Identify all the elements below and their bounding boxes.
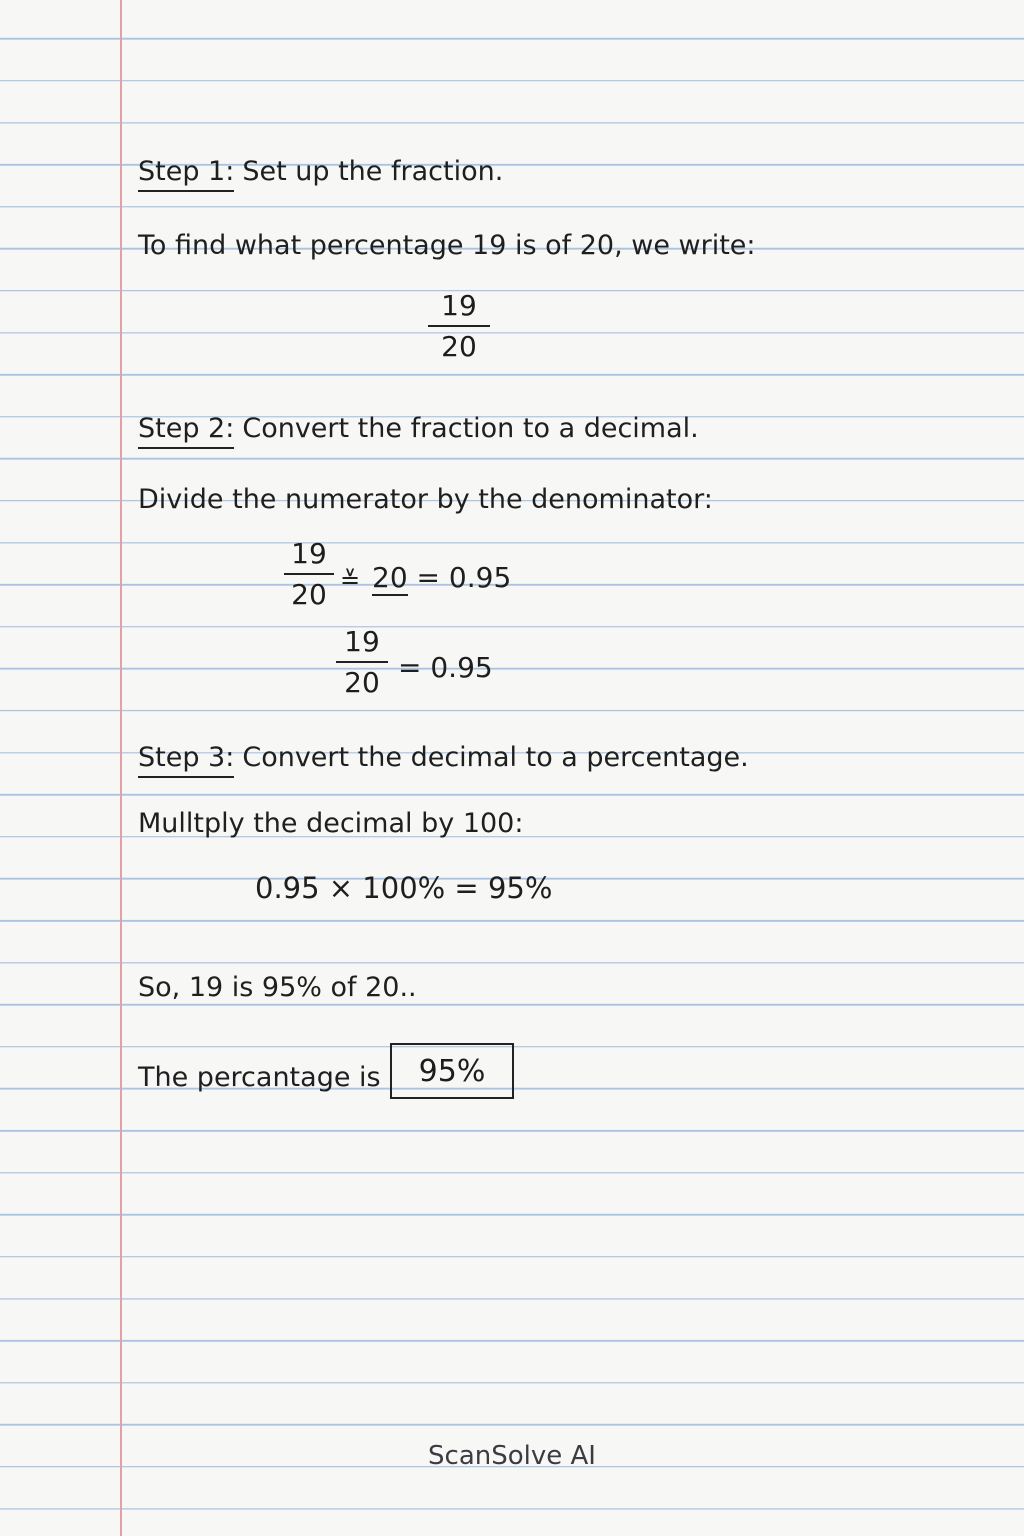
step1-label: Step 1: xyxy=(138,156,234,192)
fraction-numerator: 19 xyxy=(344,625,380,658)
red-margin-line xyxy=(120,0,122,1536)
answer-prefix: The percantage is xyxy=(138,1062,381,1093)
fraction-denominator: 20 xyxy=(291,578,327,611)
step3-label: Step 3: xyxy=(138,742,234,778)
step2-text: Divide the numerator by the denominator: xyxy=(138,484,713,515)
step2-eq1-result: = 0.95 xyxy=(416,561,512,594)
answer-value: 95% xyxy=(418,1053,486,1089)
step2-eq1-operand: 20 xyxy=(372,561,408,594)
step1-heading xyxy=(138,156,503,192)
step2-label: Step 2: xyxy=(138,413,234,449)
step2-eq1-rhs xyxy=(372,562,511,594)
fraction-numerator: 19 xyxy=(291,537,327,570)
fraction-bar xyxy=(336,661,388,663)
step3-heading xyxy=(138,742,749,778)
step1-title: Set up the fraction. xyxy=(242,156,504,187)
fraction-bar xyxy=(428,325,490,327)
scansolve-watermark: ScanSolve AI xyxy=(428,1441,596,1471)
fraction-denominator: 20 xyxy=(441,330,477,363)
fraction-bar xyxy=(284,573,334,575)
conclusion-text: So, 19 is 95% of 20.. xyxy=(138,972,417,1003)
step2-eq2-result: = 0.95 xyxy=(398,651,493,684)
answer-box xyxy=(390,1043,514,1099)
fraction-denominator: 20 xyxy=(344,666,380,699)
step1-fraction xyxy=(428,290,490,363)
step2-title: Convert the fraction to a decimal. xyxy=(242,413,699,444)
step2-eq1-operator: ≚ xyxy=(340,566,361,594)
step2-heading xyxy=(138,413,699,449)
step3-text: Mulltply the decimal by 100: xyxy=(138,808,524,839)
step3-title: Convert the decimal to a percentage. xyxy=(242,742,749,773)
step2-eq2-fraction xyxy=(336,626,388,699)
step2-eq1-fraction xyxy=(284,538,334,611)
fraction-numerator: 19 xyxy=(441,289,477,322)
step3-equation: 0.95 × 100% = 95% xyxy=(255,871,553,905)
step1-text: To find what percentage 19 is of 20, we write: xyxy=(138,230,756,261)
